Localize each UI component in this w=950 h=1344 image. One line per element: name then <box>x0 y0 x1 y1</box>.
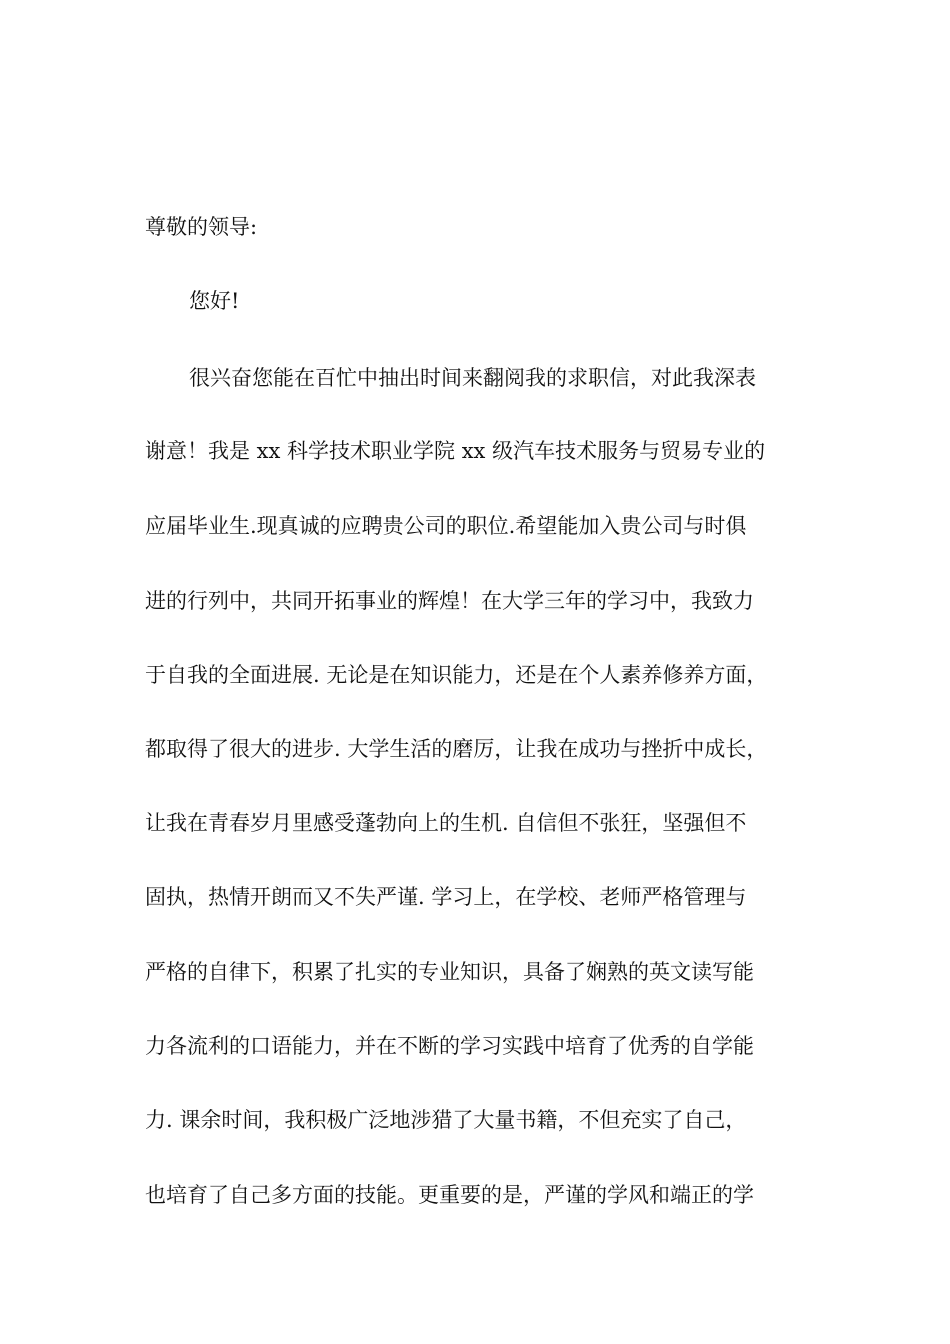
greeting: 您好! <box>189 289 240 313</box>
body-line: 谢意！我是 xx 科学技术职业学院 xx 级汽车技术服务与贸易专业的 <box>145 439 766 463</box>
body-line: 应届毕业生.现真诚的应聘贵公司的职位.希望能加入贵公司与时俱 <box>145 514 747 538</box>
body-line: 也培育了自己多方面的技能。更重要的是，严谨的学风和端正的学 <box>145 1183 754 1207</box>
body-line: 于自我的全面进展. 无论是在知识能力，还是在个人素养修养方面， <box>145 663 768 687</box>
body-line: 很兴奋您能在百忙中抽出时间来翻阅我的求职信，对此我深表 <box>189 366 756 390</box>
body-line: 严格的自律下，积累了扎实的专业知识，具备了娴熟的英文读写能 <box>145 960 754 984</box>
body-line: 让我在青春岁月里感受蓬勃向上的生机. 自信但不张狂，坚强但不 <box>145 811 747 835</box>
body-line: 进的行列中，共同开拓事业的辉煌！在大学三年的学习中，我致力 <box>145 589 754 613</box>
body-line: 都取得了很大的进步. 大学生活的磨厉，让我在成功与挫折中成长， <box>145 737 768 761</box>
salutation: 尊敬的领导: <box>145 215 258 239</box>
body-line: 力各流利的口语能力，并在不断的学习实践中培育了优秀的自学能 <box>145 1034 754 1058</box>
body-line: 固执，热情开朗而又不失严谨. 学习上，在学校、老师严格管理与 <box>145 885 747 909</box>
body-line: 力. 课余时间，我积极广泛地涉猎了大量书籍，不但充实了自己， <box>145 1108 747 1132</box>
